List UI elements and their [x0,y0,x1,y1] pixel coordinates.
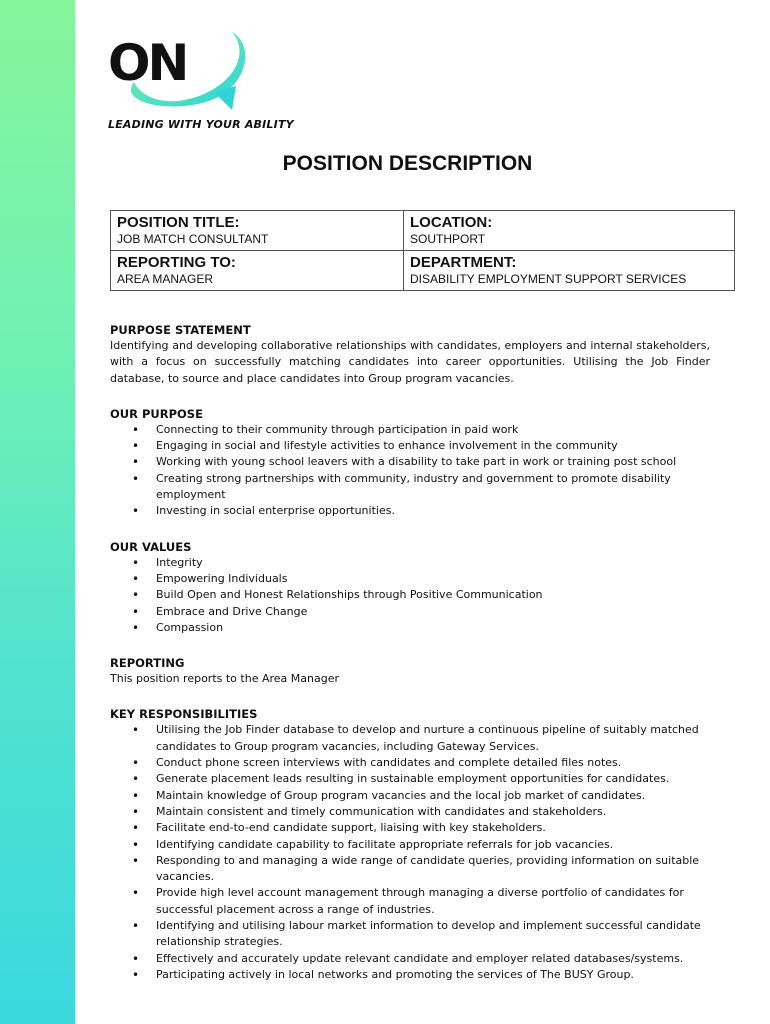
document-body [110,322,710,983]
section-heading: OUR VALUES [110,539,192,554]
location-cell [404,211,735,251]
brand-tagline: LEADING WITH YOUR ABILITY [108,118,294,131]
purpose-statement-text: Identifying and developing collaborative relationships with candidates, employers and internal stakeholders, with a focus on successfully matching candidates into career opportunities. Utilising the Job Finder database, to source and place candidates into Group program vacancies. [110,339,710,385]
location-value: SOUTHPORT [410,232,486,246]
reporting-to-value: AREA MANAGER [117,272,214,286]
department-cell [404,251,735,291]
reporting-text: This position reports to the Area Manager [110,672,339,686]
department-label: DEPARTMENT: [410,254,517,271]
section-heading: REPORTING [110,656,185,671]
location-label: LOCATION: [410,214,493,231]
list-item: • Engaging in social and lifestyle activities to enhance involvement in the community [156,438,710,454]
our-purpose-section [110,406,710,520]
info-row [111,211,735,251]
key-responsibilities-section [110,706,710,983]
list-item: • Working with young school leavers with a disability to take part in work or training post school [156,454,710,470]
position-title-label: POSITION TITLE: [117,214,240,231]
list-item: • Embrace and Drive Change [156,604,710,620]
reporting-to-label: REPORTING TO: [117,254,236,271]
list-item: • Generate placement leads resulting in sustainable employment opportunities for candidates. [156,771,710,787]
info-row [111,251,735,291]
svg-text:ON: ON [108,34,187,92]
section-heading: PURPOSE STATEMENT [110,323,251,337]
list-item: • Conduct phone screen interviews with candidates and complete detailed files notes. [156,755,710,771]
list-item: • Maintain knowledge of Group program vacancies and the local job market of candidates. [156,788,710,804]
bullet-list [110,422,710,520]
list-item: • Identifying and utilising labour market information to develop and implement successful candidate relationship strategies. [156,918,710,951]
list-item: • Investing in social enterprise opportunities. [156,503,710,519]
bullet-list [110,722,710,983]
list-item: • Provide high level account management through managing a diverse portfolio of candidates for successful placement across a range of industries. [156,885,710,918]
section-heading: OUR PURPOSE [110,406,203,421]
reporting-to-cell [111,251,404,291]
list-item: • Participating actively in local networks and promoting the services of The BUSY Group. [156,967,710,983]
bullet-list [110,555,710,636]
section-heading: KEY RESPONSIBILITIES [110,707,258,722]
list-item: • Empowering Individuals [156,571,710,587]
list-item: • Responding to and managing a wide range of candidate queries, providing information on suitable vacancies. [156,853,710,886]
list-item: • Identifying candidate capability to facilitate appropriate referrals for job vacancies. [156,837,710,853]
list-item: • Creating strong partnerships with community, industry and government to promote disability employment [156,471,710,504]
list-item: • Build Open and Honest Relationships through Positive Communication [156,587,710,603]
list-item: • Connecting to their community through participation in paid work [156,422,710,438]
list-item: • Integrity [156,555,710,571]
our-values-section [110,539,710,636]
list-item: • Facilitate end-to-end candidate support, liaising with key stakeholders. [156,820,710,836]
page-title: POSITION DESCRIPTION [282,152,533,175]
position-title-value: JOB MATCH CONSULTANT [117,232,269,246]
position-title-cell [111,211,404,251]
list-item: • Effectively and accurately update relevant candidate and employer related databases/systems. [156,951,710,967]
position-info-table [110,210,735,291]
department-value: DISABILITY EMPLOYMENT SUPPORT SERVICES [410,272,687,286]
list-item: • Compassion [156,620,710,636]
reporting-section [110,655,710,687]
purpose-statement-section [110,322,710,387]
list-item: • Maintain consistent and timely communication with candidates and stakeholders. [156,804,710,820]
list-item: • Utilising the Job Finder database to develop and nurture a continuous pipeline of suitably matched candidates to Group program vacancies, including Gateway Services. [156,722,710,755]
